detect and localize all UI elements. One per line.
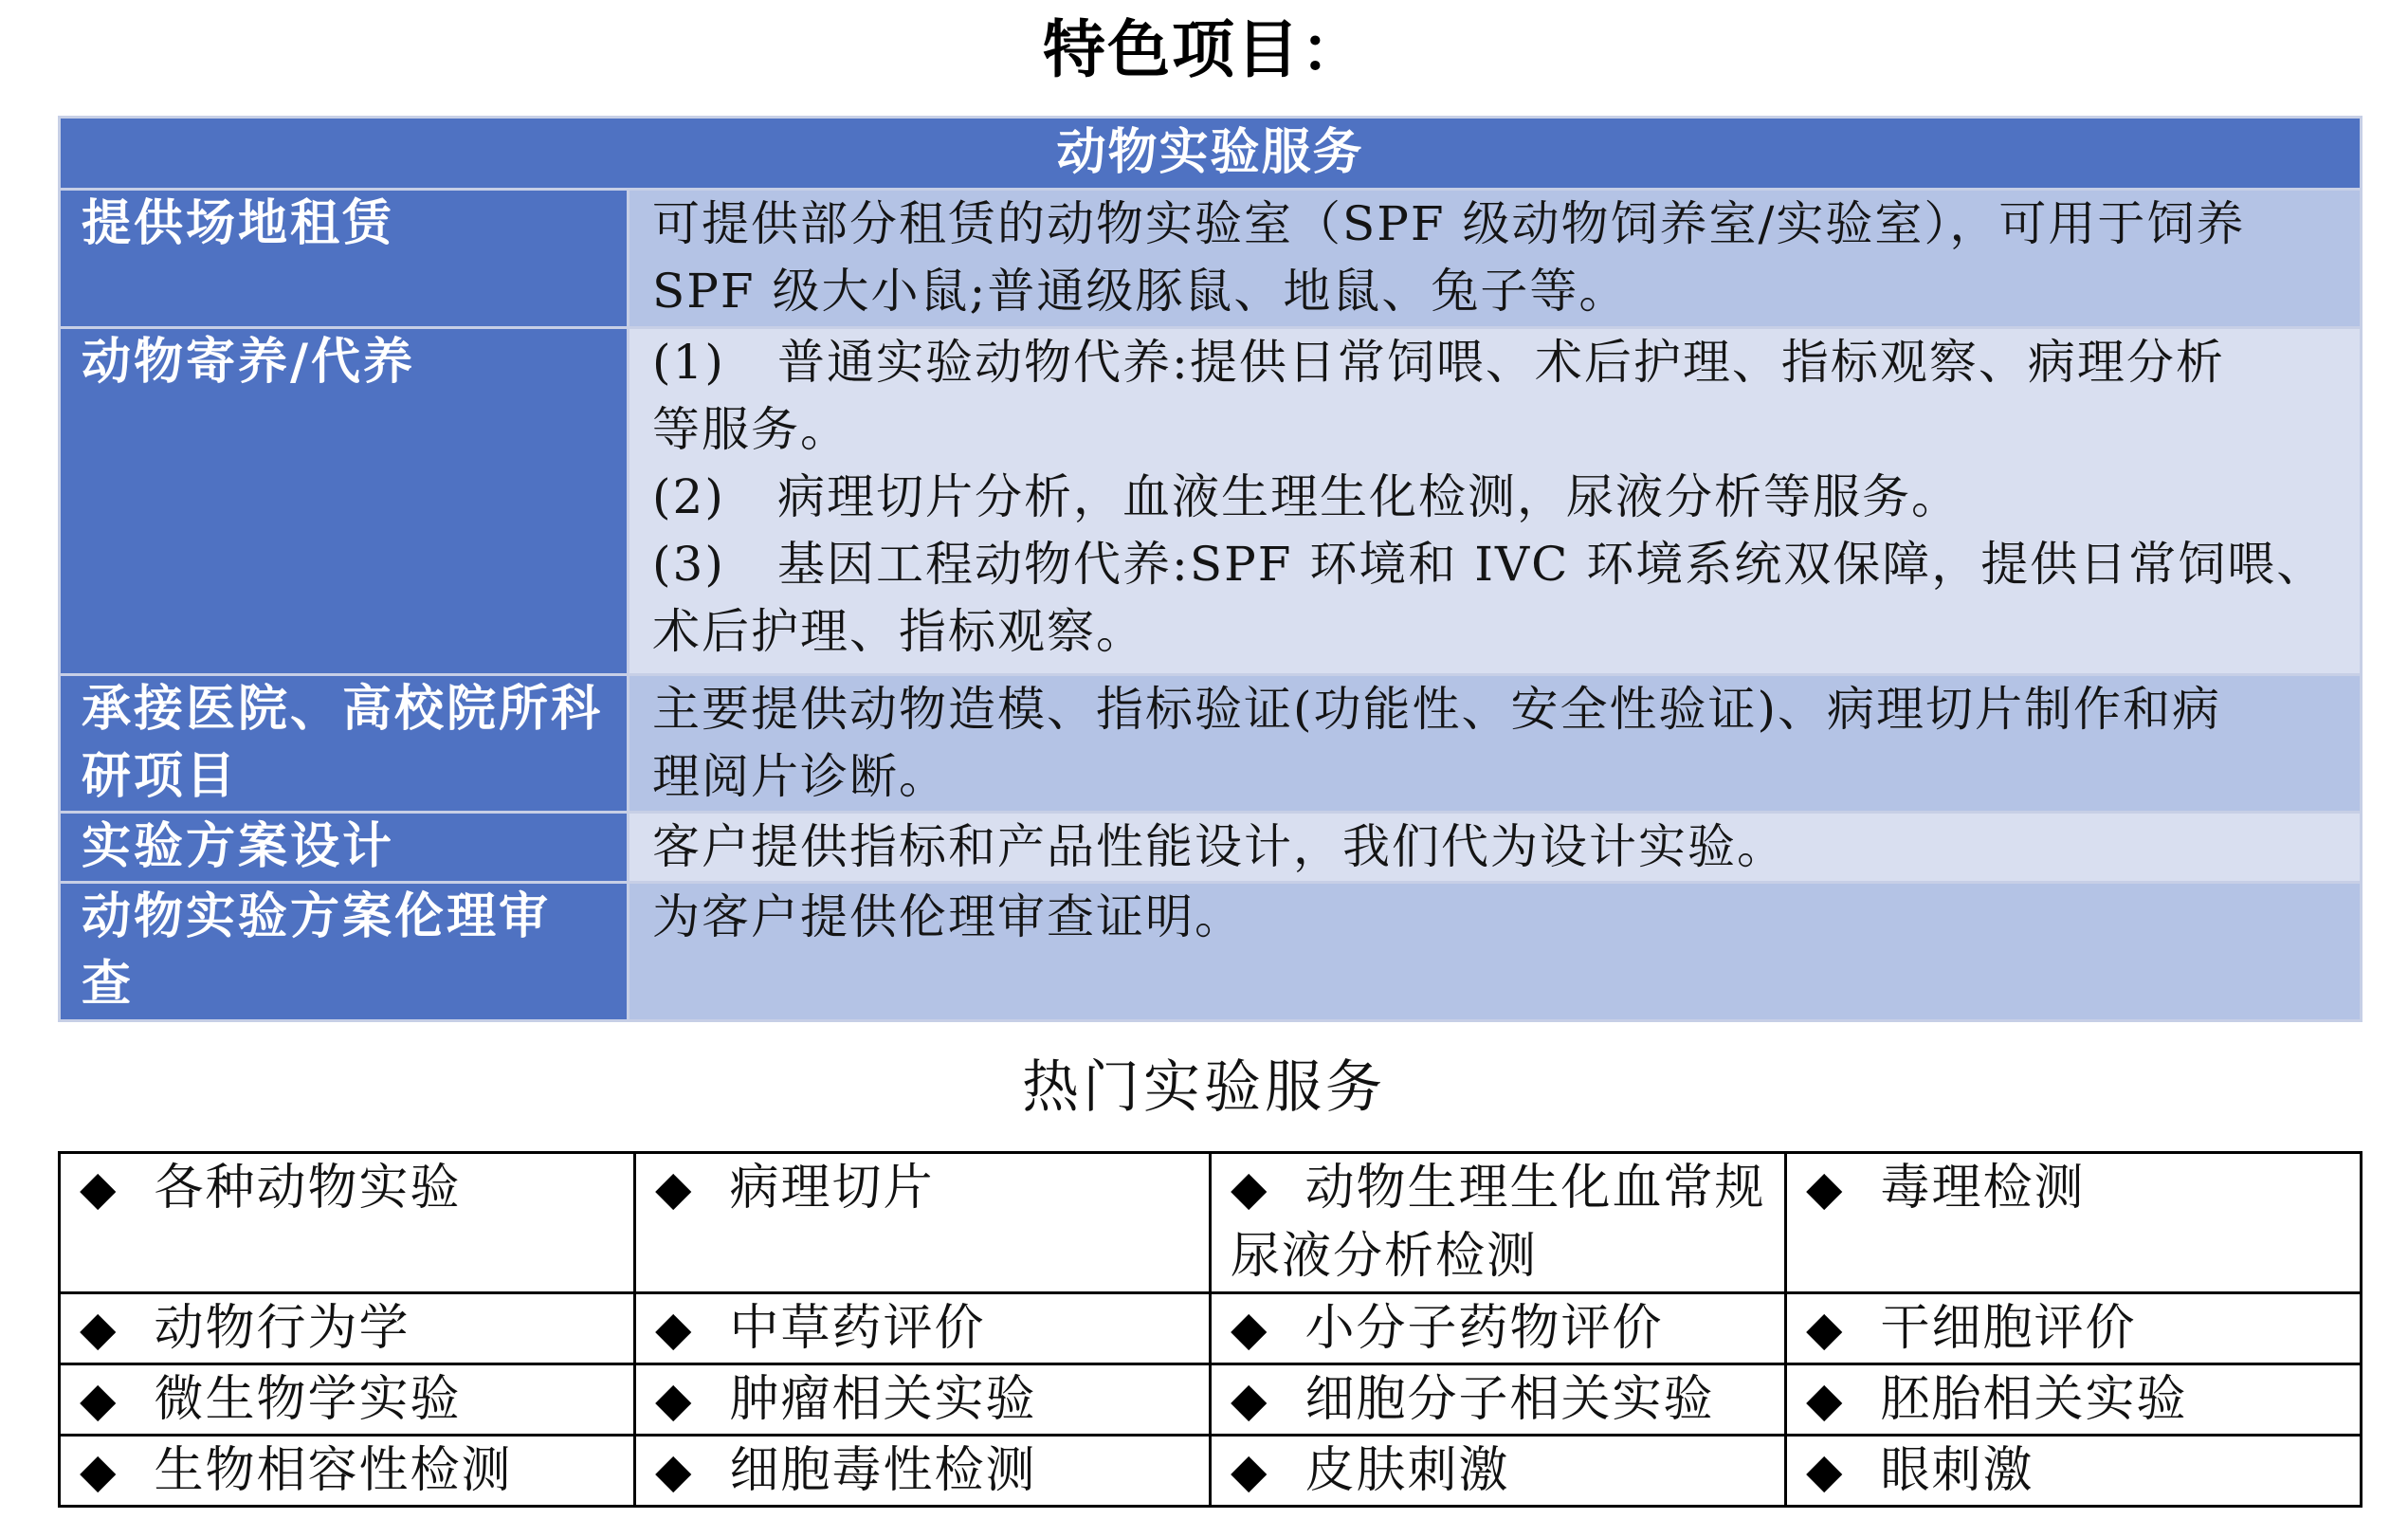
service-cell <box>1211 1364 1786 1436</box>
service-label: 肿瘤相关实验 <box>729 1371 1037 1428</box>
black-diamond-icon: ◆ <box>1806 1372 1845 1427</box>
service-cell <box>1786 1153 2362 1293</box>
page-title: 特色项目： <box>1043 13 1365 86</box>
feature-description <box>629 675 2362 813</box>
item-number: (3) <box>652 537 725 592</box>
description-item <box>652 464 2331 531</box>
feature-row <box>60 675 2362 813</box>
service-label: 中草药评价 <box>729 1300 986 1357</box>
black-diamond-icon: ◆ <box>1231 1301 1269 1356</box>
description-line: 主要提供动物造模、指标验证(功能性、安全性验证)、病理切片制作和病 <box>652 682 2222 737</box>
service-label: 细胞分子相关实验 <box>1304 1371 1715 1428</box>
feature-description <box>629 328 2362 675</box>
black-diamond-icon: ◆ <box>655 1372 694 1427</box>
service-label: 生物相容性检测 <box>154 1442 513 1499</box>
black-diamond-icon: ◆ <box>655 1443 694 1498</box>
service-row <box>60 1293 2362 1364</box>
service-row <box>60 1436 2362 1507</box>
feature-description <box>629 190 2362 328</box>
service-cell <box>635 1153 1211 1293</box>
black-diamond-icon: ◆ <box>80 1301 119 1356</box>
item-number: (2) <box>652 469 725 524</box>
popular-services-table <box>58 1151 2362 1508</box>
feature-name-line: 查 <box>82 956 135 1013</box>
black-diamond-icon: ◆ <box>1806 1301 1845 1356</box>
description-line: 理阅片诊断。 <box>652 749 948 804</box>
description-line: 术后护理、指标观察。 <box>652 604 1145 659</box>
description-line: 客户提供指标和产品性能设计，我们代为设计实验。 <box>652 819 1786 874</box>
service-cell <box>635 1436 1211 1507</box>
description-line: 等服务。 <box>652 402 849 457</box>
description-item <box>652 531 2331 598</box>
service-label: 动物行为学 <box>154 1300 410 1357</box>
service-label: 病理切片 <box>729 1160 935 1217</box>
service-cell <box>1211 1293 1786 1364</box>
service-label: 干细胞评价 <box>1880 1300 2137 1357</box>
service-label: 各种动物实验 <box>154 1160 462 1217</box>
feature-description <box>629 813 2362 883</box>
service-cell <box>635 1293 1211 1364</box>
service-label: 眼刺激 <box>1880 1442 2034 1499</box>
feature-name: 实验方案设计 <box>60 813 629 883</box>
service-label: 细胞毒性检测 <box>729 1442 1037 1499</box>
service-cell <box>60 1364 635 1436</box>
feature-row <box>60 813 2362 883</box>
service-cell <box>1786 1293 2362 1364</box>
feature-name <box>60 675 629 813</box>
service-cell <box>635 1364 1211 1436</box>
feature-name-line: 承接医院、高校院所科 <box>82 681 604 738</box>
popular-services-title: 热门实验服务 <box>1022 1054 1386 1121</box>
feature-table <box>58 116 2362 1022</box>
black-diamond-icon: ◆ <box>655 1161 694 1216</box>
feature-row <box>60 883 2362 1021</box>
service-cell <box>1211 1153 1786 1293</box>
service-cell <box>60 1293 635 1364</box>
service-cell <box>60 1436 635 1507</box>
feature-name: 动物寄养/代养 <box>60 328 629 675</box>
black-diamond-icon: ◆ <box>80 1443 119 1498</box>
feature-name-line: 研项目 <box>82 748 239 805</box>
service-cell <box>1211 1436 1786 1507</box>
black-diamond-icon: ◆ <box>1806 1443 1845 1498</box>
black-diamond-icon: ◆ <box>80 1372 119 1427</box>
service-cell <box>1786 1364 2362 1436</box>
feature-name-line: 动物实验方案伦理审 <box>82 888 552 945</box>
item-text: 普通实验动物代养:提供日常饲喂、术后护理、指标观察、病理分析 <box>777 335 2225 390</box>
service-cell <box>1786 1436 2362 1507</box>
black-diamond-icon: ◆ <box>1231 1161 1269 1216</box>
service-label: 微生物学实验 <box>154 1371 462 1428</box>
description-line: SPF 级大小鼠;普通级豚鼠、地鼠、兔子等。 <box>652 264 1629 319</box>
service-row <box>60 1364 2362 1436</box>
service-label: 动物生理生化血常规尿液分析检测 <box>1231 1160 1766 1285</box>
service-row <box>60 1153 2362 1293</box>
feature-description <box>629 883 2362 1021</box>
black-diamond-icon: ◆ <box>1231 1443 1269 1498</box>
service-cell <box>60 1153 635 1293</box>
description-item <box>652 329 2331 396</box>
service-label: 皮肤刺激 <box>1304 1442 1510 1499</box>
feature-row <box>60 328 2362 675</box>
item-text: 病理切片分析，血液生理生化检测，尿液分析等服务。 <box>777 469 1961 524</box>
description-line: 为客户提供伦理审查证明。 <box>652 889 1244 944</box>
black-diamond-icon: ◆ <box>80 1161 119 1216</box>
service-label: 小分子药物评价 <box>1304 1300 1664 1357</box>
item-text: 基因工程动物代养:SPF 环境和 IVC 环境系统双保障，提供日常饲喂、 <box>777 537 2326 592</box>
black-diamond-icon: ◆ <box>1806 1161 1845 1216</box>
feature-name <box>60 883 629 1021</box>
service-label: 胚胎相关实验 <box>1880 1371 2188 1428</box>
service-label: 毒理检测 <box>1880 1160 2086 1217</box>
feature-name: 提供场地租赁 <box>60 190 629 328</box>
black-diamond-icon: ◆ <box>1231 1372 1269 1427</box>
feature-row <box>60 190 2362 328</box>
item-number: (1) <box>652 335 725 390</box>
feature-table-header: 动物实验服务 <box>60 118 2362 190</box>
black-diamond-icon: ◆ <box>655 1301 694 1356</box>
description-line: 可提供部分租赁的动物实验室（SPF 级动物饲养室/实验室），可用于饲养 <box>652 196 2246 251</box>
